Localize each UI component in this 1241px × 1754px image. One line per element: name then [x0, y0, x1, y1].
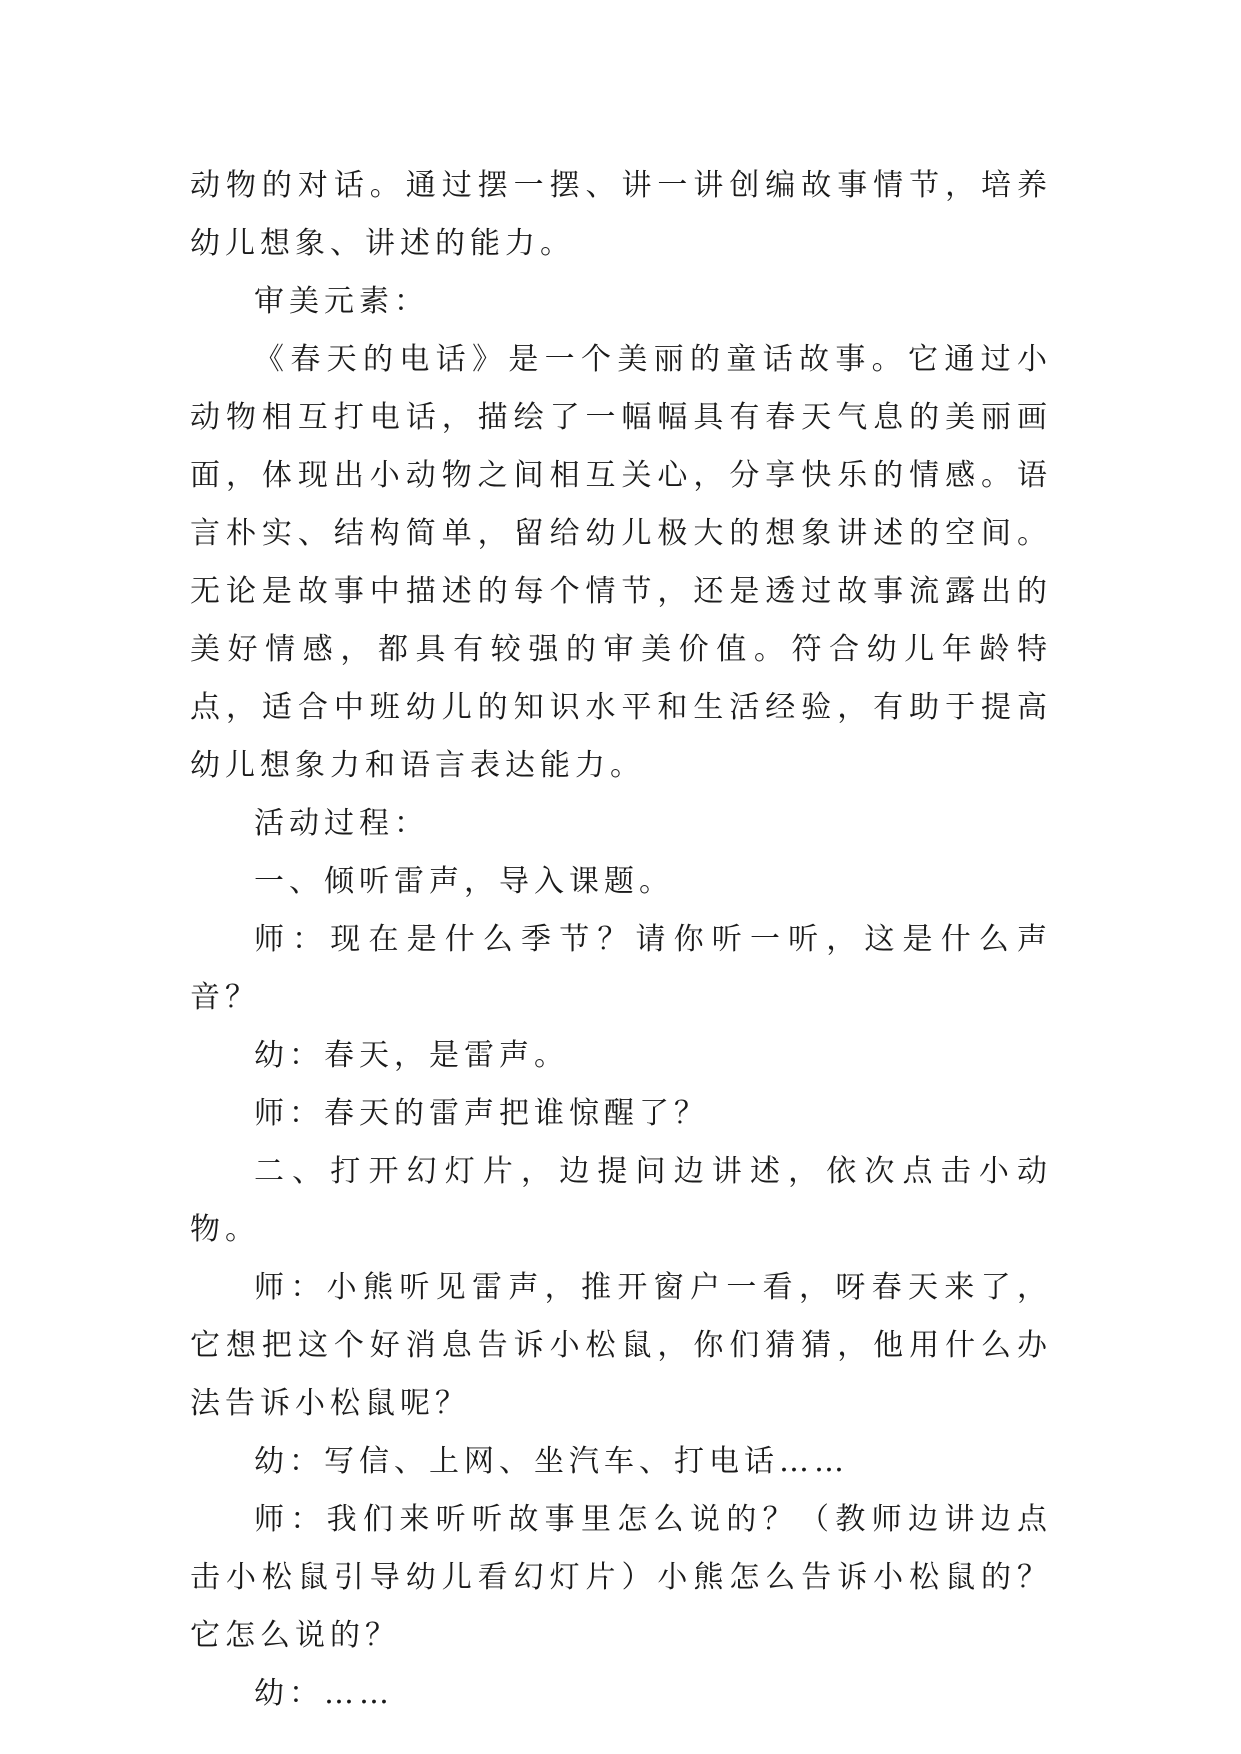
dialogue-line: 幼：春天，是雷声。	[254, 1038, 569, 1073]
dialogue-line: 幼：……	[254, 1676, 394, 1711]
paragraph-continued-goal: 动物的对话。通过摆一摆、讲一讲创编故事情节，培养幼儿想象、讲述的能力。	[190, 168, 1052, 261]
dialogue-line: 师：现在是什么季节？请你听一听，这是什么声音？	[190, 922, 1052, 1015]
step-one-heading: 一、倾听雷声，导入课题。	[254, 864, 674, 899]
dialogue-line: 师：我们来听听故事里怎么说的？（教师边讲边点击小松鼠引导幼儿看幻灯片）小熊怎么告诉小松鼠的？它怎么说的？	[190, 1502, 1052, 1653]
heading-activity-process: 活动过程：	[254, 806, 429, 841]
body-text	[190, 157, 1052, 1723]
dialogue-line: 幼：写信、上网、坐汽车、打电话……	[254, 1444, 849, 1479]
step-two-heading: 二、打开幻灯片，边提问边讲述，依次点击小动物。	[190, 1154, 1052, 1247]
dialogue-line: 师：小熊听见雷声，推开窗户一看，呀春天来了，它想把这个好消息告诉小松鼠，你们猜猜，他用什么办法告诉小松鼠呢？	[190, 1270, 1052, 1421]
paragraph-aesthetic-description: 《春天的电话》是一个美丽的童话故事。它通过小动物相互打电话，描绘了一幅幅具有春天气息的美丽画面，体现出小动物之间相互关心，分享快乐的情感。语言朴实、结构简单，留给幼儿极大的想象讲述的空间。无论是故事中描述的每个情节，还是透过故事流露出的美好情感，都具有较强的审美价值。符合幼儿年龄特点，适合中班幼儿的知识水平和生活经验，有助于提高幼儿想象力和语言表达能力。	[190, 342, 1052, 783]
heading-aesthetic-elements: 审美元素：	[254, 284, 429, 319]
dialogue-line: 师：春天的雷声把谁惊醒了？	[254, 1096, 709, 1131]
